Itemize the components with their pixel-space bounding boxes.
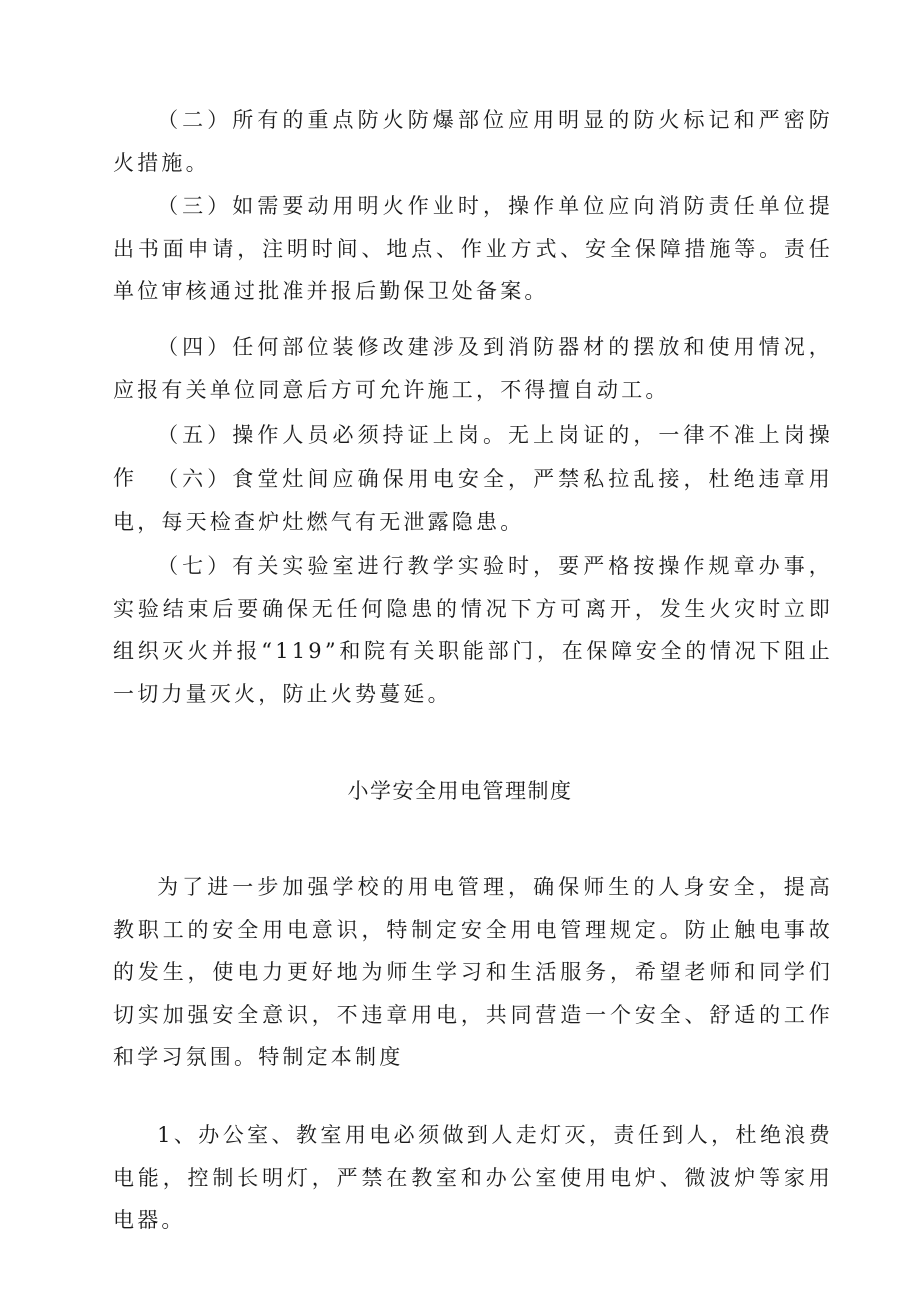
clause-7-laboratory-safety: （七）有关实验室进行教学实验时，要严格按操作规章办事，实验结束后要确保无任何隐患的情况下方可离开，发生火灾时立即组织灭火并报“119”和院有关职能部门，在保障安全的情况下阻止一切力量灭火，防止火势蔓延。 [113,554,833,706]
clause-6-canteen-safety: （六）食堂灶间应确保用电安全，严禁私拉乱接，杜绝违章用电，每天检查炉灶燃气有无泄露隐患。 [113,467,833,534]
rule-1-electricity: 1、办公室、教室用电必须做到人走灯灭，责任到人，杜绝浪费电能，控制长明灯，严禁在教室和办公室使用电炉、微波炉等家用电器。 [113,1123,833,1232]
clause-3-open-flame-permit: （三）如需要动用明火作业时，操作单位应向消防责任单位提出书面申请，注明时间、地点、作业方式、安全保障措施等。责任单位审核通过批准并报后勤保卫处备案。 [113,194,833,303]
clause-5-certified-operators: （五）操作人员必须持证上岗。无上岗证的，一律不准上岗操作 [113,423,833,490]
section-title: 小学安全用电管理制度 [347,779,573,803]
intro-paragraph: 为了进一步加强学校的用电管理，确保师生的人身安全，提高教职工的安全用电意识，特制定安全用电管理规定。防止触电事故的发生，使电力更好地为师生学习和生活服务，希望老师和同学们切实加强安全意识，不违章用电，共同营造一个安全、舒适的工作和学习氛围。特制定本制度 [113,875,833,1069]
clause-4-renovation: （四）任何部位装修改建涉及到消防器材的摆放和使用情况，应报有关单位同意后方可允许施工，不得擅自动工。 [113,335,833,402]
clause-2-fire-marking: （二）所有的重点防火防爆部位应用明显的防火标记和严密防火措施。 [113,108,833,175]
